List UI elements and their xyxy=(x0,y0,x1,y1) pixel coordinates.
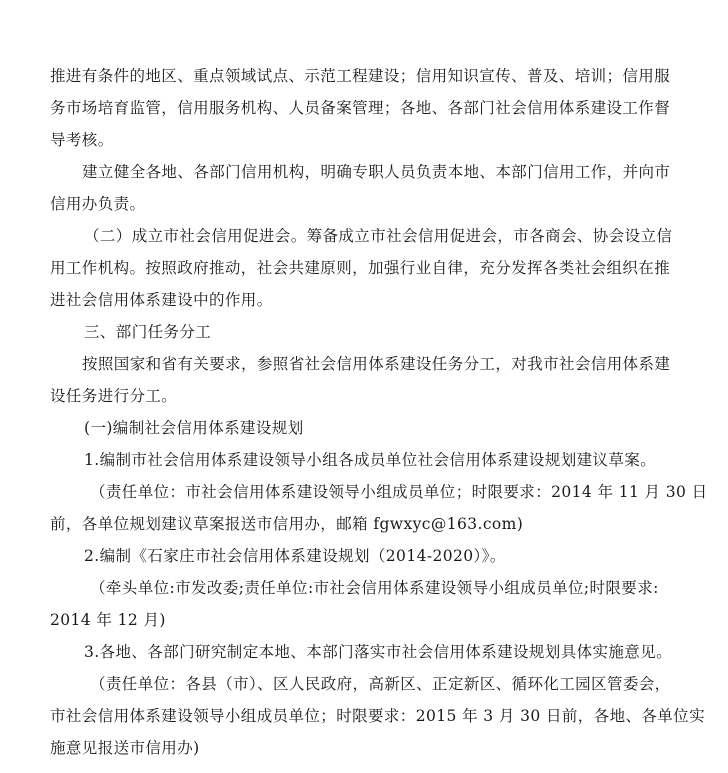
task-note: 前，各单位规划建议草案报送市信用办，邮箱 fgwxyc@163.com) xyxy=(50,515,524,533)
text-line: 推进有条件的地区、重点领域试点、示范工程建设；信用知识宣传、普及、培训；信用服 xyxy=(50,67,671,85)
section-heading-3: 三、部门任务分工 xyxy=(84,323,212,341)
text-line: 用工作机构。按照政府推动，社会共建原则，加强行业自律，充分发挥各类社会组织在推 xyxy=(50,259,671,277)
text-line: 进社会信用体系建设中的作用。 xyxy=(50,291,273,309)
text-line: 建立健全各地、各部门信用机构，明确专职人员负责本地、本部门信用工作，并向市 xyxy=(82,163,671,181)
task-note: （牵头单位:市发改委;责任单位:市社会信用体系建设领导小组成员单位;时限要求: xyxy=(90,579,659,597)
task-item-3: 3.各地、各部门研究制定本地、本部门落实市社会信用体系建设规划具体实施意见。 xyxy=(84,643,672,661)
text-line: 信用办负责。 xyxy=(50,195,146,213)
text-line: 务市场培育监管，信用服务机构、人员备案管理；各地、各部门社会信用体系建设工作督 xyxy=(50,99,671,117)
task-note: 施意见报送市信用办) xyxy=(50,739,200,757)
text-line: 导考核。 xyxy=(50,131,114,149)
task-item-1: 1.编制市社会信用体系建设领导小组各成员单位社会信用体系建设规划建议草案。 xyxy=(84,451,657,469)
task-note: 市社会信用体系建设领导小组成员单位；时限要求：2015 年 3 月 30 日前，各地、各单位实 xyxy=(50,707,705,725)
task-note: （责任单位：各县（市）、区人民政府，高新区、正定新区、循环化工园区管委会， xyxy=(90,675,671,693)
task-item-2: 2.编制《石家庄市社会信用体系建设规划（2014-2020）》。 xyxy=(84,547,506,565)
text-line: 按照国家和省有关要求，参照省社会信用体系建设任务分工，对我市社会信用体系建 xyxy=(82,355,671,373)
task-note: （责任单位：市社会信用体系建设领导小组成员单位；时限要求：2014 年 11 月 30 日 xyxy=(90,483,708,501)
section-heading-2: （二）成立市社会信用促进会。筹备成立市社会信用促进会，市各商会、协会设立信 xyxy=(84,227,673,245)
text-line: 设任务进行分工。 xyxy=(50,387,178,405)
subsection-heading: (一)编制社会信用体系建设规划 xyxy=(84,419,304,437)
task-note: 2014 年 12 月) xyxy=(50,611,166,629)
